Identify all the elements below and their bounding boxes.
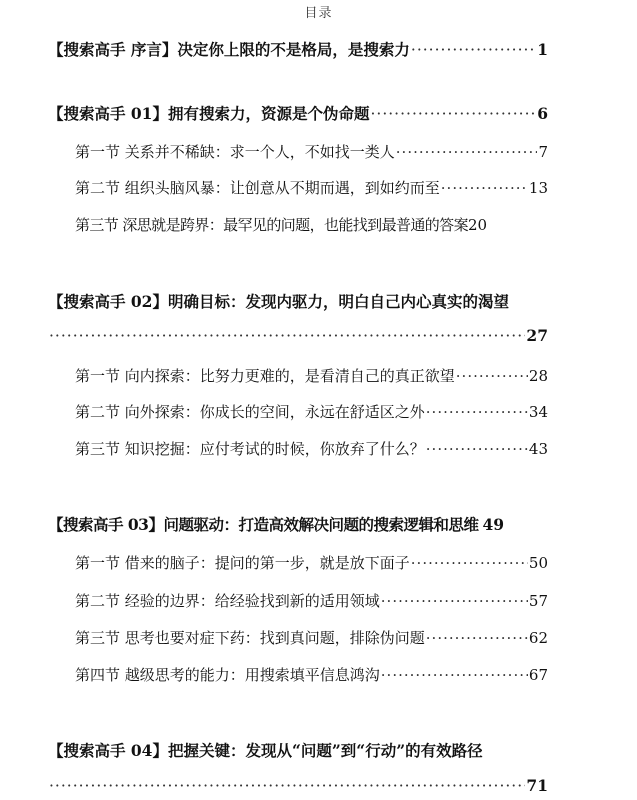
toc-chapter-04[interactable] <box>48 739 553 761</box>
toc-chapter-title: 【搜索高手 04】把握关键：发现从“问题”到“行动”的有效路径 <box>48 741 483 760</box>
toc-page-number: 20 <box>467 216 488 234</box>
toc-leader-dots <box>396 143 538 161</box>
toc-leader-dots <box>411 41 536 59</box>
toc-preface-title: 【搜索高手 序言】决定你上限的不是格局，是搜索力 <box>48 40 410 59</box>
toc-leader-dots <box>426 440 528 458</box>
toc-section-title: 第一节 向内探索：比努力更难的，是看清自己的真正欲望 <box>75 367 455 385</box>
toc-leader-dots <box>381 592 528 610</box>
toc-section-title: 第二节 向外探索：你成长的空间，永远在舒适区之外 <box>75 403 425 421</box>
toc-leader-dots <box>426 403 528 421</box>
toc-leader-dots <box>426 629 528 647</box>
toc-page-number: 50 <box>528 554 548 572</box>
toc-section-title: 第三节 深思就是跨界：最罕见的问题，也能找到最普通的答案 <box>75 216 468 234</box>
toc-section-title: 第二节 组织头脑风暴：让创意从不期而遇，到如约而至 <box>75 179 440 197</box>
toc-page-number: 1 <box>537 40 548 59</box>
toc-leader-dots <box>441 179 528 197</box>
toc-chapter-title: 【搜索高手 03】问题驱动：打造高效解决问题的搜索逻辑和思维 <box>48 515 479 534</box>
toc-chapter-01[interactable] <box>48 102 548 124</box>
toc-page-number: 28 <box>528 367 548 385</box>
toc-page-number: 62 <box>528 629 548 647</box>
toc-chapter-03[interactable] <box>48 513 553 535</box>
toc-section[interactable] <box>75 141 548 162</box>
toc-leader-dots <box>456 367 528 385</box>
toc-section-title: 第一节 关系并不稀缺：求一个人，不如找一类人 <box>75 143 395 161</box>
toc-section-title: 第三节 知识挖掘：应付考试的时候，你放弃了什么？ <box>75 440 425 458</box>
page-title: 目录 <box>304 6 333 21</box>
toc-page-number: 6 <box>537 104 548 123</box>
toc-section[interactable] <box>75 552 548 573</box>
toc-leader-dots <box>381 666 528 684</box>
toc-leader-dots <box>411 554 528 572</box>
toc-chapter-title: 【搜索高手 01】拥有搜索力，资源是个伪命题 <box>48 104 370 123</box>
toc-leader-dots <box>49 327 525 345</box>
toc-page-number: 67 <box>528 666 548 684</box>
toc-section[interactable] <box>75 438 548 459</box>
toc-page-number: 7 <box>538 143 548 161</box>
toc-leader-dots <box>49 777 525 795</box>
toc-section-title: 第二节 经验的边界：给经验找到新的适用领域 <box>75 592 380 610</box>
toc-page-number: 49 <box>482 515 505 534</box>
toc-section-title: 第三节 思考也要对症下药：找到真问题，排除伪问题 <box>75 629 425 647</box>
toc-page-number: 34 <box>528 403 548 421</box>
toc-chapter-02-page-line[interactable] <box>48 326 548 345</box>
toc-section[interactable] <box>75 214 553 235</box>
toc-section[interactable] <box>75 177 548 198</box>
toc-page-number: 27 <box>526 326 548 345</box>
toc-section[interactable] <box>75 590 548 611</box>
toc-chapter-title: 【搜索高手 02】明确目标：发现内驱力，明白自己内心真实的渴望 <box>48 292 509 311</box>
toc-preface[interactable] <box>48 38 548 60</box>
toc-page-number: 71 <box>526 776 548 795</box>
toc-chapter-02[interactable] <box>48 290 553 312</box>
toc-page-number: 43 <box>528 440 548 458</box>
toc-section[interactable] <box>75 365 548 386</box>
toc-chapter-04-page-line[interactable] <box>48 776 548 795</box>
toc-page-number: 13 <box>528 179 548 197</box>
toc-section[interactable] <box>75 401 548 422</box>
toc-page-number: 57 <box>528 592 548 610</box>
toc-section-title: 第四节 越级思考的能力：用搜索填平信息鸿沟 <box>75 666 380 684</box>
toc-leader-dots <box>370 105 536 123</box>
toc-section[interactable] <box>75 664 548 685</box>
toc-section-title: 第一节 借来的脑子：提问的第一步，就是放下面子 <box>75 554 410 572</box>
toc-section[interactable] <box>75 627 548 648</box>
